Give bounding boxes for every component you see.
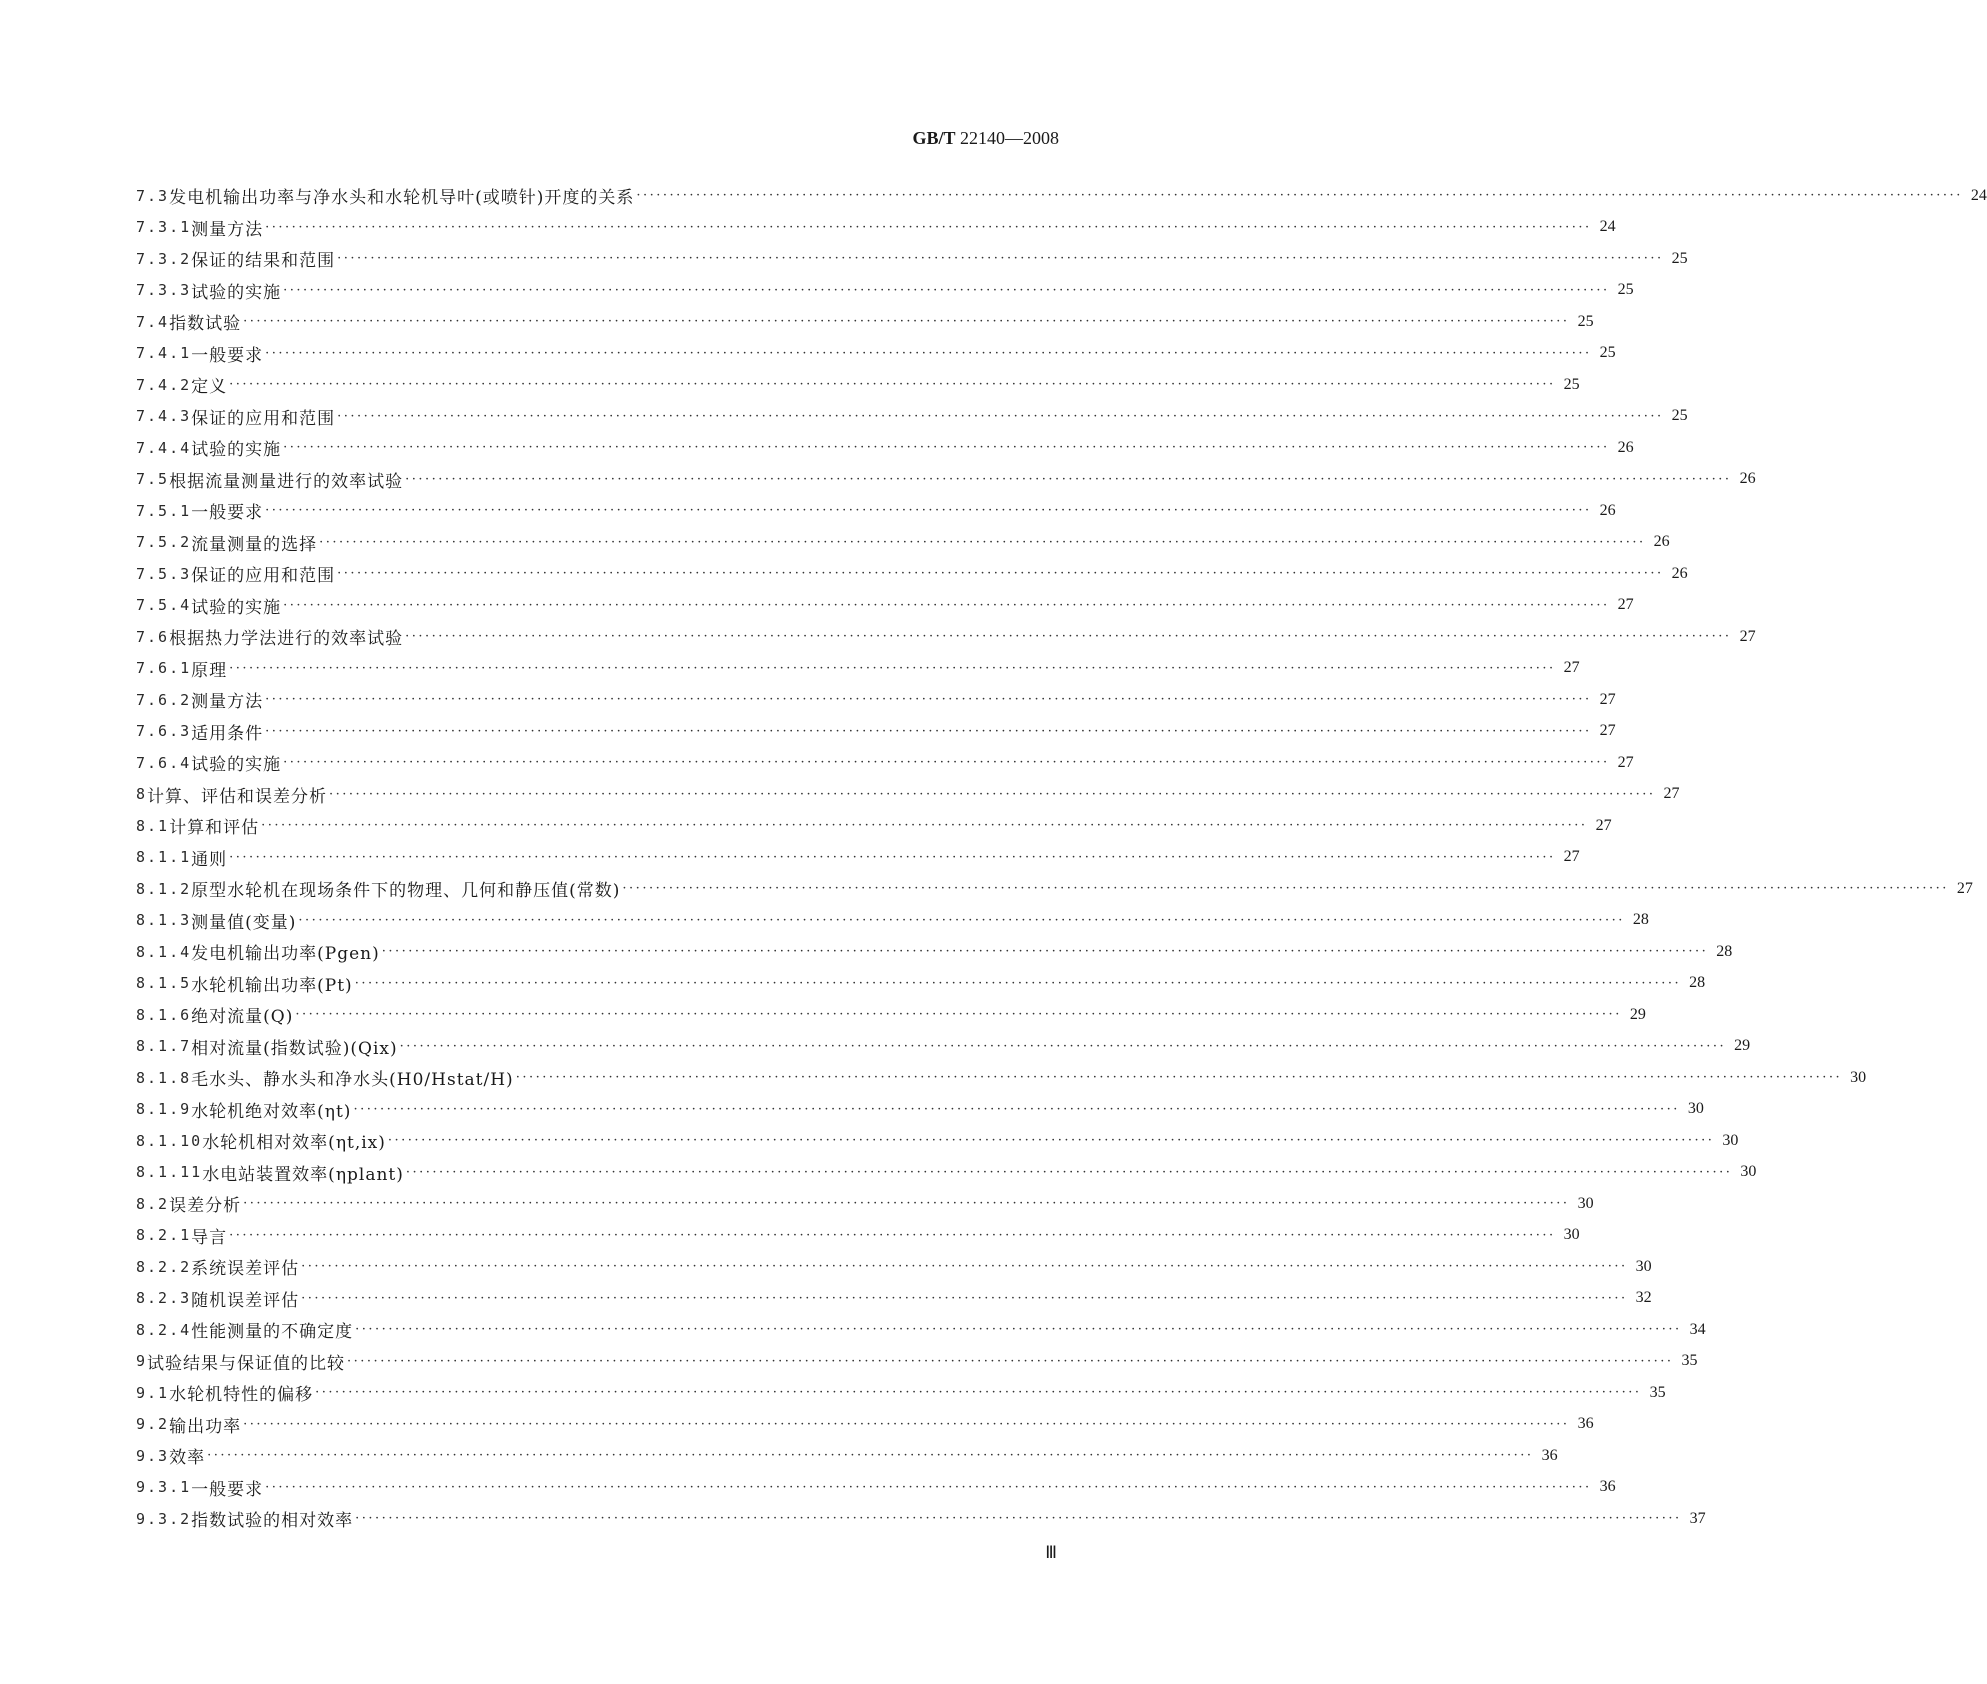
toc-entry-page: 29: [1629, 1005, 1646, 1023]
toc-leader-dots: ········································································································································································································: [355, 1322, 1682, 1338]
toc-entry-page: 27: [1599, 722, 1616, 740]
toc-entry-title: 试验的实施: [191, 755, 282, 776]
toc-entry-page: 30: [1740, 1163, 1757, 1181]
toc-entry-title: 误差分析: [169, 1196, 242, 1217]
toc-entry-page: 28: [1689, 974, 1706, 992]
toc-entry-title: 输出功率: [169, 1416, 242, 1437]
toc-entry-title: 根据流量测量进行的效率试验: [169, 471, 404, 492]
toc-entry-number: 7.4.4: [136, 438, 192, 457]
toc-entry-number: 8: [136, 785, 148, 804]
toc-entry-number: 8.1: [136, 816, 170, 835]
toc-entry-number: 9: [136, 1352, 148, 1371]
page-folio: Ⅲ: [1045, 1543, 1057, 1562]
toc-leader-dots: ········································································································································································································: [347, 1353, 1674, 1369]
toc-leader-dots: ········································································································································································································: [405, 629, 1732, 645]
toc-entry[interactable]: [136, 527, 1670, 559]
toc-entry[interactable]: [136, 842, 1580, 874]
toc-entry[interactable]: [136, 810, 1612, 842]
toc-entry-page: 28: [1632, 911, 1649, 929]
toc-leader-dots: ········································································································································································································: [353, 1101, 1680, 1117]
toc-entry[interactable]: [136, 306, 1594, 338]
toc-entry-number: 8.1.9: [136, 1100, 192, 1119]
toc-entry-title: 保证的应用和范围: [191, 566, 336, 587]
toc-entry-title: 指数试验: [169, 314, 242, 335]
toc-entry-page: 26: [1599, 501, 1616, 519]
toc-entry-title: 毛水头、静水头和净水头(H0/Hstat/H): [191, 1070, 514, 1091]
toc-entry-title: 相对流量(指数试验)(Qix): [191, 1038, 398, 1059]
toc-entry-number: 8.1.7: [136, 1037, 192, 1056]
toc-leader-dots: ········································································································································································································: [515, 1070, 1843, 1086]
toc-entry[interactable]: [136, 243, 1688, 275]
toc-entry-title: 测量方法: [191, 219, 264, 240]
toc-entry[interactable]: [136, 401, 1688, 433]
toc-entry[interactable]: [136, 1157, 1757, 1189]
toc-entry-title: 流量测量的选择: [191, 534, 318, 555]
toc-entry[interactable]: [136, 1062, 1867, 1094]
toc-entry-page: 25: [1671, 407, 1688, 425]
toc-entry-page: 26: [1617, 438, 1634, 456]
toc-leader-dots: ········································································································································································································: [381, 944, 1709, 960]
toc-entry[interactable]: [136, 275, 1634, 307]
toc-entry-number: 9.2: [136, 1415, 170, 1434]
toc-entry[interactable]: [136, 338, 1616, 370]
document-code-prefix: GB/T: [912, 128, 956, 148]
toc-entry-number: 8.1.10: [136, 1131, 203, 1150]
toc-entry-page: 30: [1687, 1100, 1704, 1118]
toc-entry[interactable]: [136, 1472, 1616, 1504]
toc-entry-number: 9.3.2: [136, 1509, 192, 1528]
toc-entry-page: 34: [1689, 1320, 1706, 1338]
toc-entry[interactable]: [136, 621, 1756, 653]
toc-entry-number: 7.6.4: [136, 753, 192, 772]
toc-entry-page: 27: [1595, 816, 1612, 834]
toc-entry-title: 适用条件: [191, 723, 264, 744]
toc-entry-page: 27: [1663, 785, 1680, 803]
toc-entry-number: 9.3.1: [136, 1478, 192, 1497]
toc-entry-page: 27: [1617, 596, 1634, 614]
toc-leader-dots: ········································································································································································································: [243, 1196, 1570, 1212]
toc-entry-page: 25: [1577, 312, 1594, 330]
toc-entry-number: 7.6: [136, 627, 170, 646]
toc-leader-dots: ········································································································································································································: [265, 219, 1592, 235]
toc-entry-page: 27: [1563, 659, 1580, 677]
toc-entry-title: 定义: [191, 377, 228, 398]
toc-entry-page: 26: [1671, 564, 1688, 582]
toc-leader-dots: ········································································································································································································: [229, 377, 1556, 393]
toc-entry-number: 7.3: [136, 186, 170, 205]
toc-entry-number: 8.1.2: [136, 879, 192, 898]
toc-entry-title: 导言: [191, 1227, 228, 1248]
toc-entry-page: 30: [1722, 1131, 1739, 1149]
toc-leader-dots: ········································································································································································································: [387, 1133, 1715, 1149]
toc-entry-number: 8.1.1: [136, 848, 192, 867]
toc-entry-number: 8.1.11: [136, 1163, 203, 1182]
toc-entry-number: 7.3.2: [136, 249, 192, 268]
toc-entry-number: 8.2: [136, 1194, 170, 1213]
toc-entry-title: 计算和评估: [169, 818, 260, 839]
toc-entry-page: 30: [1563, 1226, 1580, 1244]
toc-entry-title: 水轮机相对效率(ηt,ix): [202, 1133, 386, 1154]
toc-entry[interactable]: [136, 936, 1733, 968]
toc-entry[interactable]: [136, 1409, 1594, 1441]
toc-entry-title: 系统误差评估: [191, 1259, 300, 1280]
toc-entry[interactable]: [136, 873, 1973, 905]
toc-entry-number: 7.4.1: [136, 344, 192, 363]
toc-entry-title: 计算、评估和误差分析: [147, 786, 328, 807]
toc-entry[interactable]: [136, 180, 1987, 212]
toc-entry[interactable]: [136, 1220, 1580, 1252]
toc-entry-title: 原理: [191, 660, 228, 681]
toc-entry-number: 9.3: [136, 1446, 170, 1465]
toc-leader-dots: ········································································································································································································: [298, 912, 1625, 928]
toc-entry-title: 绝对流量(Q): [191, 1007, 294, 1028]
toc-leader-dots: ········································································································································································································: [329, 786, 1656, 802]
toc-entry-title: 发电机输出功率与净水头和水轮机导叶(或喷针)开度的关系: [169, 188, 635, 209]
toc-entry-number: 7.4: [136, 312, 170, 331]
toc-entry-number: 7.3.3: [136, 281, 192, 300]
toc-leader-dots: ········································································································································································································: [265, 1479, 1592, 1495]
toc-entry-title: 试验结果与保证值的比较: [147, 1353, 346, 1374]
toc-leader-dots: ········································································································································································································: [405, 471, 1732, 487]
toc-entry[interactable]: [136, 968, 1706, 1000]
toc-entry-title: 保证的应用和范围: [191, 408, 336, 429]
toc-leader-dots: ········································································································································································································: [207, 1448, 1534, 1464]
toc-entry-number: 7.5.1: [136, 501, 192, 520]
toc-entry-title: 保证的结果和范围: [191, 251, 336, 272]
toc-entry-number: 8.2.4: [136, 1320, 192, 1339]
toc-entry-number: 8.1.6: [136, 1005, 192, 1024]
toc-leader-dots: ········································································································································································································: [636, 188, 1963, 204]
toc-entry-page: 26: [1739, 470, 1756, 488]
toc-entry-page: 37: [1689, 1509, 1706, 1527]
toc-leader-dots: ········································································································································································································: [622, 881, 1949, 897]
toc-leader-dots: ········································································································································································································: [301, 1290, 1628, 1306]
toc-leader-dots: ········································································································································································································: [283, 755, 1610, 771]
toc-entry-title: 一般要求: [191, 503, 264, 524]
toc-leader-dots: ········································································································································································································: [315, 1385, 1642, 1401]
toc-entry-page: 35: [1681, 1352, 1698, 1370]
toc-entry-page: 27: [1617, 753, 1634, 771]
document-code: [912, 128, 1059, 149]
toc-entry-page: 25: [1563, 375, 1580, 393]
toc-entry-page: 30: [1635, 1257, 1652, 1275]
toc-leader-dots: ········································································································································································································: [229, 660, 1556, 676]
toc-entry[interactable]: [136, 495, 1616, 527]
toc-leader-dots: ········································································································································································································: [301, 1259, 1628, 1275]
toc-entry-title: 随机误差评估: [191, 1290, 300, 1311]
toc-entry[interactable]: [136, 369, 1580, 401]
toc-entry-title: 原型水轮机在现场条件下的物理、几何和静压值(常数): [191, 881, 621, 902]
toc-entry[interactable]: [136, 1031, 1751, 1063]
toc-entry-number: 7.5.4: [136, 596, 192, 615]
toc-entry-number: 7.5: [136, 470, 170, 489]
toc-entry-number: 8.2.2: [136, 1257, 192, 1276]
toc-entry-page: 24: [1599, 218, 1616, 236]
toc-leader-dots: ········································································································································································································: [337, 251, 1664, 267]
toc-entry[interactable]: [136, 653, 1580, 685]
toc-leader-dots: ········································································································································································································: [265, 723, 1592, 739]
toc-entry-title: 发电机输出功率(Pgen): [191, 944, 380, 965]
toc-entry-number: 7.4.2: [136, 375, 192, 394]
toc-leader-dots: ········································································································································································································: [337, 566, 1664, 582]
toc-entry[interactable]: [136, 747, 1634, 779]
toc-entry-number: 8.1.4: [136, 942, 192, 961]
toc-entry-page: 27: [1599, 690, 1616, 708]
toc-entry-number: 8.1.8: [136, 1068, 192, 1087]
toc-entry-title: 通则: [191, 849, 228, 870]
toc-leader-dots: ········································································································································································································: [354, 975, 1682, 991]
toc-leader-dots: ········································································································································································································: [283, 440, 1610, 456]
toc-entry-number: 8.2.1: [136, 1226, 192, 1245]
toc-entry[interactable]: [136, 464, 1756, 496]
toc-entry-page: 35: [1649, 1383, 1666, 1401]
toc-entry-title: 根据热力学法进行的效率试验: [169, 629, 404, 650]
toc-entry-title: 测量值(变量): [191, 912, 297, 933]
toc-entry[interactable]: [136, 716, 1616, 748]
toc-leader-dots: ········································································································································································································: [337, 408, 1664, 424]
toc-leader-dots: ········································································································································································································: [295, 1007, 1622, 1023]
toc-entry-page: 26: [1653, 533, 1670, 551]
toc-entry-number: 9.1: [136, 1383, 170, 1402]
toc-entry[interactable]: [136, 905, 1649, 937]
toc-entry[interactable]: [136, 1503, 1706, 1535]
toc-leader-dots: ········································································································································································································: [319, 534, 1646, 550]
toc-entry-page: 25: [1617, 281, 1634, 299]
toc-entry-page: 32: [1635, 1289, 1652, 1307]
toc-entry[interactable]: [136, 590, 1634, 622]
toc-entry[interactable]: [136, 999, 1646, 1031]
toc-entry-title: 试验的实施: [191, 282, 282, 303]
toc-entry-number: 7.6.2: [136, 690, 192, 709]
toc-entry-number: 7.5.3: [136, 564, 192, 583]
toc-entry-page: 28: [1716, 942, 1733, 960]
toc-entry-number: 7.3.1: [136, 218, 192, 237]
toc-entry[interactable]: [136, 1314, 1706, 1346]
toc-entry-page: 30: [1850, 1068, 1867, 1086]
toc-leader-dots: ········································································································································································································: [399, 1038, 1727, 1054]
toc-entry-page: 27: [1956, 879, 1973, 897]
toc-entry[interactable]: [136, 558, 1688, 590]
toc-entry[interactable]: [136, 1094, 1704, 1126]
toc-entry[interactable]: [136, 1440, 1558, 1472]
toc-entry-title: 水轮机绝对效率(ηt): [191, 1101, 352, 1122]
toc-entry-page: 29: [1734, 1037, 1751, 1055]
toc-entry[interactable]: [136, 684, 1616, 716]
toc-entry[interactable]: [136, 1188, 1594, 1220]
toc-entry-title: 水电站装置效率(ηplant): [202, 1164, 404, 1185]
toc-entry-title: 水轮机特性的偏移: [169, 1385, 314, 1406]
toc-entry-number: 8.1.5: [136, 974, 192, 993]
toc-entry-page: 36: [1577, 1415, 1594, 1433]
toc-entry-page: 36: [1599, 1478, 1616, 1496]
toc-entry-number: 8.2.3: [136, 1289, 192, 1308]
toc-entry-page: 27: [1739, 627, 1756, 645]
toc-entry-title: 性能测量的不确定度: [191, 1322, 354, 1343]
toc-entry[interactable]: [136, 1346, 1698, 1378]
toc-entry-title: 试验的实施: [191, 597, 282, 618]
toc-entry-number: 8.1.3: [136, 911, 192, 930]
toc-entry[interactable]: [136, 1125, 1739, 1157]
toc-entry-title: 试验的实施: [191, 440, 282, 461]
toc-leader-dots: ········································································································································································································: [243, 1416, 1570, 1432]
toc-entry-number: 7.6.3: [136, 722, 192, 741]
toc-leader-dots: ········································································································································································································: [229, 1227, 1556, 1243]
toc-entry-page: 30: [1577, 1194, 1594, 1212]
toc-entry-title: 指数试验的相对效率: [191, 1511, 354, 1532]
toc-entry[interactable]: [136, 1251, 1652, 1283]
toc-leader-dots: ········································································································································································································: [355, 1511, 1682, 1527]
toc-entry-title: 测量方法: [191, 692, 264, 713]
toc-entry-number: 7.5.2: [136, 533, 192, 552]
toc-leader-dots: ········································································································································································································: [229, 849, 1556, 865]
toc-entry-number: 7.6.1: [136, 659, 192, 678]
toc-entry-title: 水轮机输出功率(Pt): [191, 975, 353, 996]
toc-entry-page: 25: [1671, 249, 1688, 267]
toc-entry-title: 一般要求: [191, 1479, 264, 1500]
toc-entry[interactable]: [136, 1377, 1666, 1409]
toc-entry[interactable]: [136, 779, 1680, 811]
toc-leader-dots: ········································································································································································································: [283, 597, 1610, 613]
toc-entry-page: 24: [1970, 186, 1987, 204]
toc-leader-dots: ········································································································································································································: [261, 818, 1588, 834]
toc-leader-dots: ········································································································································································································: [265, 503, 1592, 519]
document-code-number: 22140—2008: [960, 128, 1059, 148]
toc-leader-dots: ········································································································································································································: [283, 282, 1610, 298]
toc-entry-page: 27: [1563, 848, 1580, 866]
toc-leader-dots: ········································································································································································································: [243, 314, 1570, 330]
toc-leader-dots: ········································································································································································································: [265, 345, 1592, 361]
toc-entry-page: 36: [1541, 1446, 1558, 1464]
toc-entry[interactable]: [136, 212, 1616, 244]
toc-leader-dots: ········································································································································································································: [265, 692, 1592, 708]
toc-leader-dots: ········································································································································································································: [405, 1164, 1733, 1180]
toc-entry[interactable]: [136, 1283, 1652, 1315]
table-of-contents: [136, 180, 1987, 1535]
toc-entry-title: 一般要求: [191, 345, 264, 366]
toc-entry[interactable]: [136, 432, 1634, 464]
toc-entry-title: 效率: [169, 1448, 206, 1469]
toc-entry-number: 7.4.3: [136, 407, 192, 426]
toc-entry-page: 25: [1599, 344, 1616, 362]
